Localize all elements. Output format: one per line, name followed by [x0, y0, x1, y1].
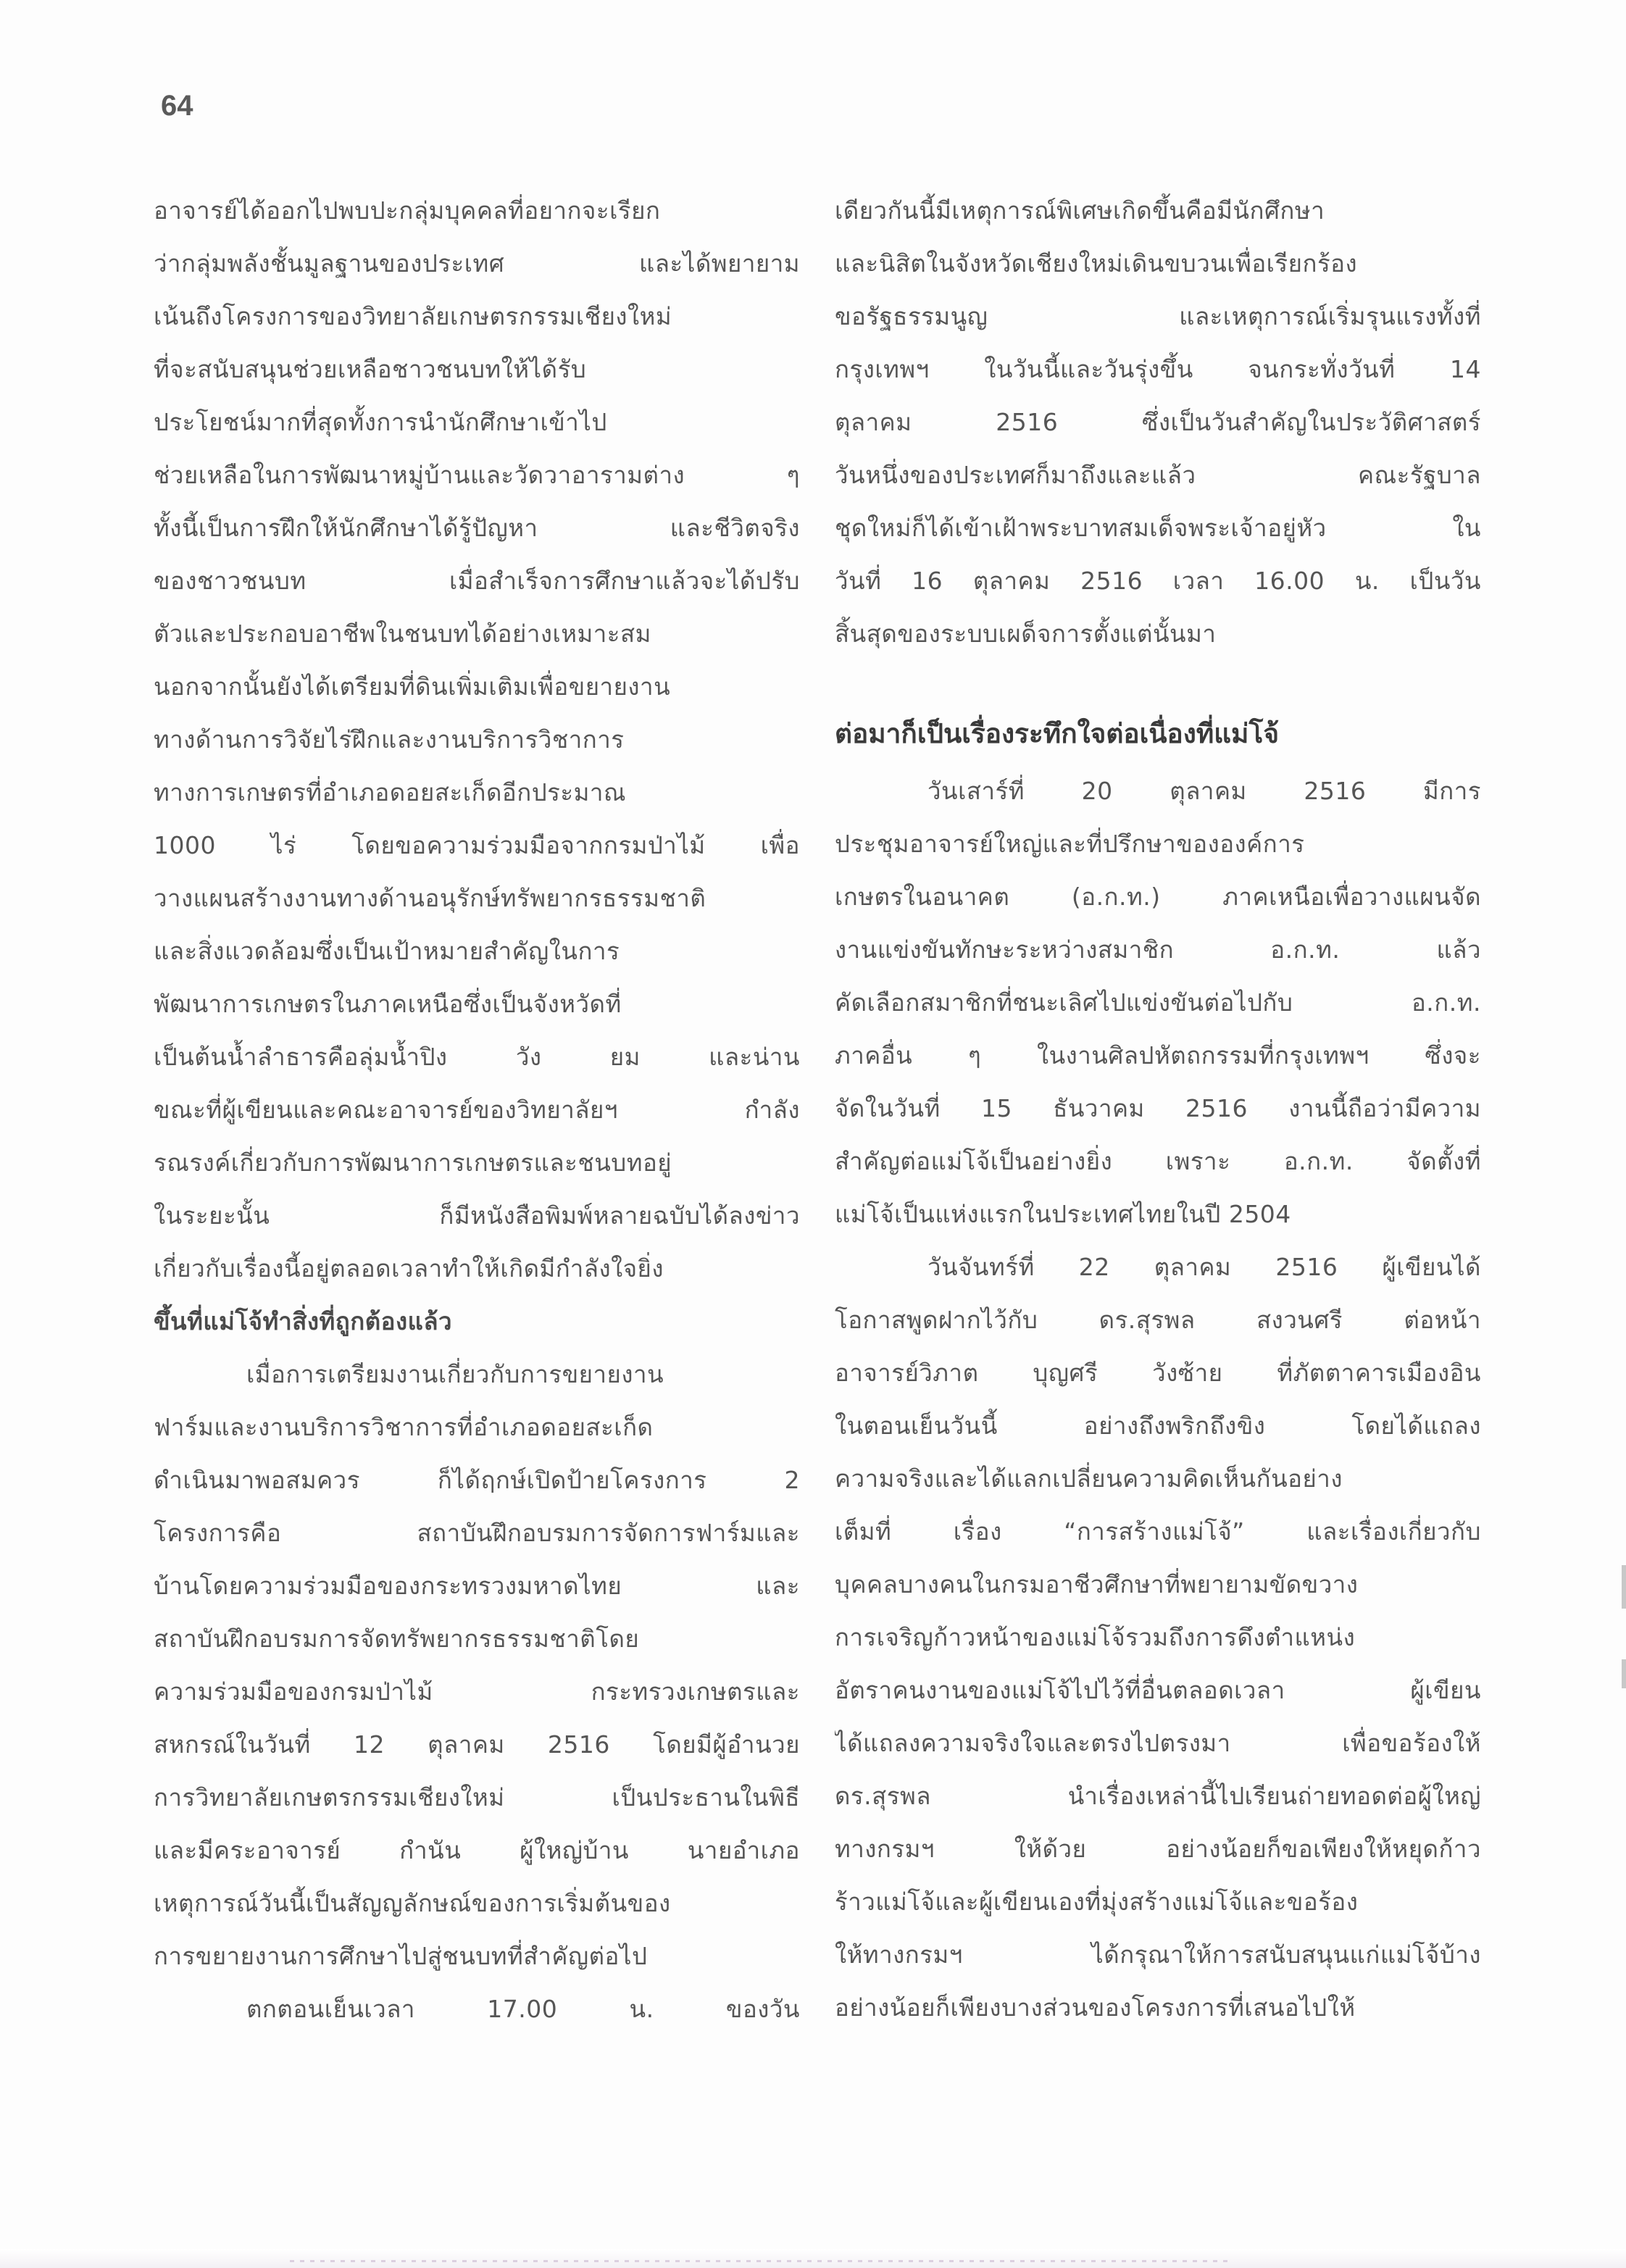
text-line: วันจันทร์ที่ 22 ตุลาคม 2516 ผู้เขียนได้	[927, 1253, 1481, 1281]
text-line: ความจริงและได้แลกเปลี่ยนความคิดเห็นกันอย่าง	[835, 1464, 1343, 1493]
text-line: รณรงค์เกี่ยวกับการพัฒนาการเกษตรและชนบทอยู่	[154, 1148, 672, 1177]
text-line: นอกจากนั้นยังได้เตรียมที่ดินเพิ่มเติมเพื่อขยายงาน	[154, 672, 671, 701]
text-line: ในตอนเย็นวันนี้ อย่างถึงพริกถึงขิง โดยได้แถลง	[835, 1412, 1481, 1440]
text-line: เป็นต้นน้ำลำธารคือลุ่มน้ำปิง วัง ยม และน่าน	[154, 1043, 800, 1071]
page-bottom-edge	[0, 2249, 1626, 2268]
text-line: อาจารย์ได้ออกไปพบปะกลุ่มบุคคลที่อยากจะเรียก	[154, 196, 661, 225]
text-line: การขยายงานการศึกษาไปสู่ชนบทที่สำคัญต่อไป	[154, 1942, 648, 1970]
text-line: อัตราคนงานของแม่โจ้ไปไว้ที่อื่นตลอดเวลา ผู้เขียน	[835, 1676, 1481, 1704]
text-line: เกี่ยวกับเรื่องนี้อยู่ตลอดเวลาทำให้เกิดมีกำลังใจยิ่ง	[154, 1254, 664, 1283]
text-line: ทางการเกษตรที่อำเภอดอยสะเก็ดอีกประมาณ	[154, 778, 626, 806]
text-line: การเจริญก้าวหน้าของแม่โจ้รวมถึงการดึงตำแหน่ง	[835, 1623, 1356, 1651]
text-line: เหตุการณ์วันนี้เป็นสัญญลักษณ์ของการเริ่มต้นของ	[154, 1889, 671, 1917]
text-line: อย่างน้อยก็เพียงบางส่วนของโครงการที่เสนอไปให้	[835, 1993, 1356, 2022]
left-column	[154, 184, 800, 2035]
text-line: 1000 ไร่ โดยขอความร่วมมือจากกรมป่าไม้ เพื่อ	[154, 831, 800, 859]
text-line: ที่จะสนับสนุนช่วยเหลือชาวชนบทให้ได้รับ	[154, 355, 587, 383]
text-line: ภาคอื่น ๆ ในงานศิลปหัตถกรรมที่กรุงเทพฯ ซึ่งจะ	[835, 1041, 1481, 1070]
text-line: บุคคลบางคนในกรมอาชีวศึกษาที่พยายามขัดขวาง	[835, 1570, 1359, 1598]
scan-edge-mark	[1622, 1659, 1626, 1688]
text-line: ขณะที่ผู้เขียนและคณะอาจารย์ของวิทยาลัยฯ กำลัง	[154, 1096, 800, 1124]
text-line: เต็มที่ เรื่อง “การสร้างแม่โจ้” และเรื่องเกี่ยวกับ	[835, 1517, 1481, 1546]
text-line: และมีคระอาจารย์ กำนัน ผู้ใหญ่บ้าน นายอำเภอ	[154, 1836, 800, 1864]
text-line: ได้แถลงความจริงใจและตรงไปตรงมา เพื่อขอร้องให้	[835, 1729, 1481, 1757]
text-line: คัดเลือกสมาชิกที่ชนะเลิศไปแข่งขันต่อไปกับ อ.ก.ท.	[835, 988, 1481, 1017]
text-line: ในระยะนั้น ก็มีหนังสือพิมพ์หลายฉบับได้ลงข่าว	[154, 1201, 800, 1230]
bottom-dotted-rule	[290, 2260, 1232, 2262]
text-line: ให้ทางกรมฯ ได้กรุณาให้การสนับสนุนแก่แม่โจ้บ้าง	[835, 1940, 1481, 1969]
text-line: บ้านโดยความร่วมมือของกระทรวงมหาดไทย และ	[154, 1572, 800, 1600]
text-line: ขึ้นที่แม่โจ้ทำสิ่งที่ถูกต้องแล้ว	[154, 1307, 453, 1335]
text-line: โครงการคือ สถาบันฝึกอบรมการจัดการฟาร์มและ	[154, 1519, 800, 1547]
text-line: ช่วยเหลือในการพัฒนาหมู่บ้านและวัดวาอารามต่าง ๆ	[154, 461, 800, 489]
text-line: เมื่อการเตรียมงานเกี่ยวกับการขยายงาน	[246, 1360, 664, 1388]
text-line: ฟาร์มและงานบริการวิชาการที่อำเภอดอยสะเก็ด	[154, 1413, 654, 1441]
text-line: ชุดใหม่ก็ได้เข้าเฝ้าพระบาทสมเด็จพระเจ้าอยู่หัว ใน	[835, 514, 1481, 542]
paragraph-gap	[835, 660, 1481, 704]
text-line: สำคัญต่อแม่โจ้เป็นอย่างยิ่ง เพราะ อ.ก.ท. จัดตั้งที่	[835, 1147, 1481, 1175]
text-line: วันหนึ่งของประเทศก็มาถึงและแล้ว คณะรัฐบาล	[835, 461, 1481, 489]
text-line: จัดในวันที่ 15 ธันวาคม 2516 งานนี้ถือว่ามีความ	[835, 1094, 1481, 1122]
text-line: และนิสิตในจังหวัดเชียงใหม่เดินขบวนเพื่อเรียกร้อง	[835, 249, 1358, 278]
scan-edge-mark	[1622, 1565, 1626, 1609]
text-line: ดร.สุรพล นำเรื่องเหล่านี้ไปเรียนถ่ายทอดต่อผู้ใหญ่	[835, 1782, 1481, 1810]
text-line: การวิทยาลัยเกษตรกรรมเชียงใหม่ เป็นประธานในพิธี	[154, 1783, 800, 1812]
section-heading: ต่อมาก็เป็นเรื่องระทึกใจต่อเนื่องที่แม่โจ้	[835, 718, 1279, 749]
text-line: โอกาสพูดฝากไว้กับ ดร.สุรพล สงวนศรี ต่อหน้า	[835, 1306, 1481, 1334]
text-line: ประชุมอาจารย์ใหญ่และที่ปรึกษาขององค์การ	[835, 830, 1305, 858]
text-line: งานแข่งขันทักษะระหว่างสมาชิก อ.ก.ท. แล้ว	[835, 935, 1481, 964]
text-line: อาจารย์วิภาต บุญศรี วังซ้าย ที่ภัตตาคารเมืองอิน	[835, 1359, 1481, 1387]
text-line: กรุงเทพฯ ในวันนี้และวันรุ่งขึ้น จนกระทั่งวันที่ 14	[835, 355, 1481, 383]
text-line: ตุลาคม 2516 ซึ่งเป็นวันสำคัญในประวัติศาสตร์	[835, 408, 1481, 436]
text-line: สิ้นสุดของระบบเผด็จการตั้งแต่นั้นมา	[835, 620, 1217, 648]
text-line: ทางกรมฯ ให้ด้วย อย่างน้อยก็ขอเพียงให้หยุดก้าว	[835, 1835, 1481, 1863]
text-line: สหกรณ์ในวันที่ 12 ตุลาคม 2516 โดยมีผู้อำนวย	[154, 1730, 800, 1759]
text-line: ความร่วมมือของกรมป่าไม้ กระทรวงเกษตรและ	[154, 1677, 800, 1706]
text-line: ดำเนินมาพอสมควร ก็ได้ฤกษ์เปิดป้ายโครงการ 2	[154, 1466, 800, 1494]
right-column	[835, 184, 1481, 2034]
text-line: ทางด้านการวิจัยไร่ฝึกและงานบริการวิชาการ	[154, 725, 625, 754]
text-line: เน้นถึงโครงการของวิทยาลัยเกษตรกรรมเชียงใหม่	[154, 302, 672, 330]
page-number: 64	[161, 90, 193, 122]
text-line: เกษตรในอนาคต (อ.ก.ท.) ภาคเหนือเพื่อวางแผนจัด	[835, 883, 1481, 911]
text-line: วางแผนสร้างงานทางด้านอนุรักษ์ทรัพยากรธรรมชาติ	[154, 884, 706, 912]
text-line: ร้าวแม่โจ้และผู้เขียนเองที่มุ่งสร้างแม่โจ้และขอร้อง	[835, 1888, 1359, 1916]
text-line: วันเสาร์ที่ 20 ตุลาคม 2516 มีการ	[927, 777, 1481, 805]
text-line: และสิ่งแวดล้อมซึ่งเป็นเป้าหมายสำคัญในการ	[154, 937, 620, 965]
text-line: พัฒนาการเกษตรในภาคเหนือซึ่งเป็นจังหวัดที่	[154, 990, 622, 1018]
text-line: แม่โจ้เป็นแห่งแรกในประเทศไทยในปี 2504	[835, 1200, 1291, 1228]
text-line: สถาบันฝึกอบรมการจัดทรัพยากรธรรมชาติโดย	[154, 1625, 640, 1653]
text-line: ขอรัฐธรรมนูญ และเหตุการณ์เริ่มรุนแรงทั้งที่	[835, 302, 1481, 330]
text-line: ตกตอนเย็นเวลา 17.00 น. ของวัน	[246, 1995, 800, 2023]
text-line: ตัวและประกอบอาชีพในชนบทได้อย่างเหมาะสม	[154, 620, 651, 648]
text-line: ว่ากลุ่มพลังชั้นมูลฐานของประเทศ และได้พยายาม	[154, 249, 800, 278]
text-line: ของชาวชนบท เมื่อสำเร็จการศึกษาแล้วจะได้ปรับ	[154, 567, 800, 595]
text-line: ทั้งนี้เป็นการฝึกให้นักศึกษาได้รู้ปัญหา และชีวิตจริง	[154, 514, 800, 542]
text-line: วันที่ 16 ตุลาคม 2516 เวลา 16.00 น. เป็นวัน	[835, 567, 1481, 595]
text-line: ประโยชน์มากที่สุดทั้งการนำนักศึกษาเข้าไป	[154, 408, 607, 436]
text-line: เดียวกันนี้มีเหตุการณ์พิเศษเกิดขึ้นคือมีนักศึกษา	[835, 196, 1325, 225]
